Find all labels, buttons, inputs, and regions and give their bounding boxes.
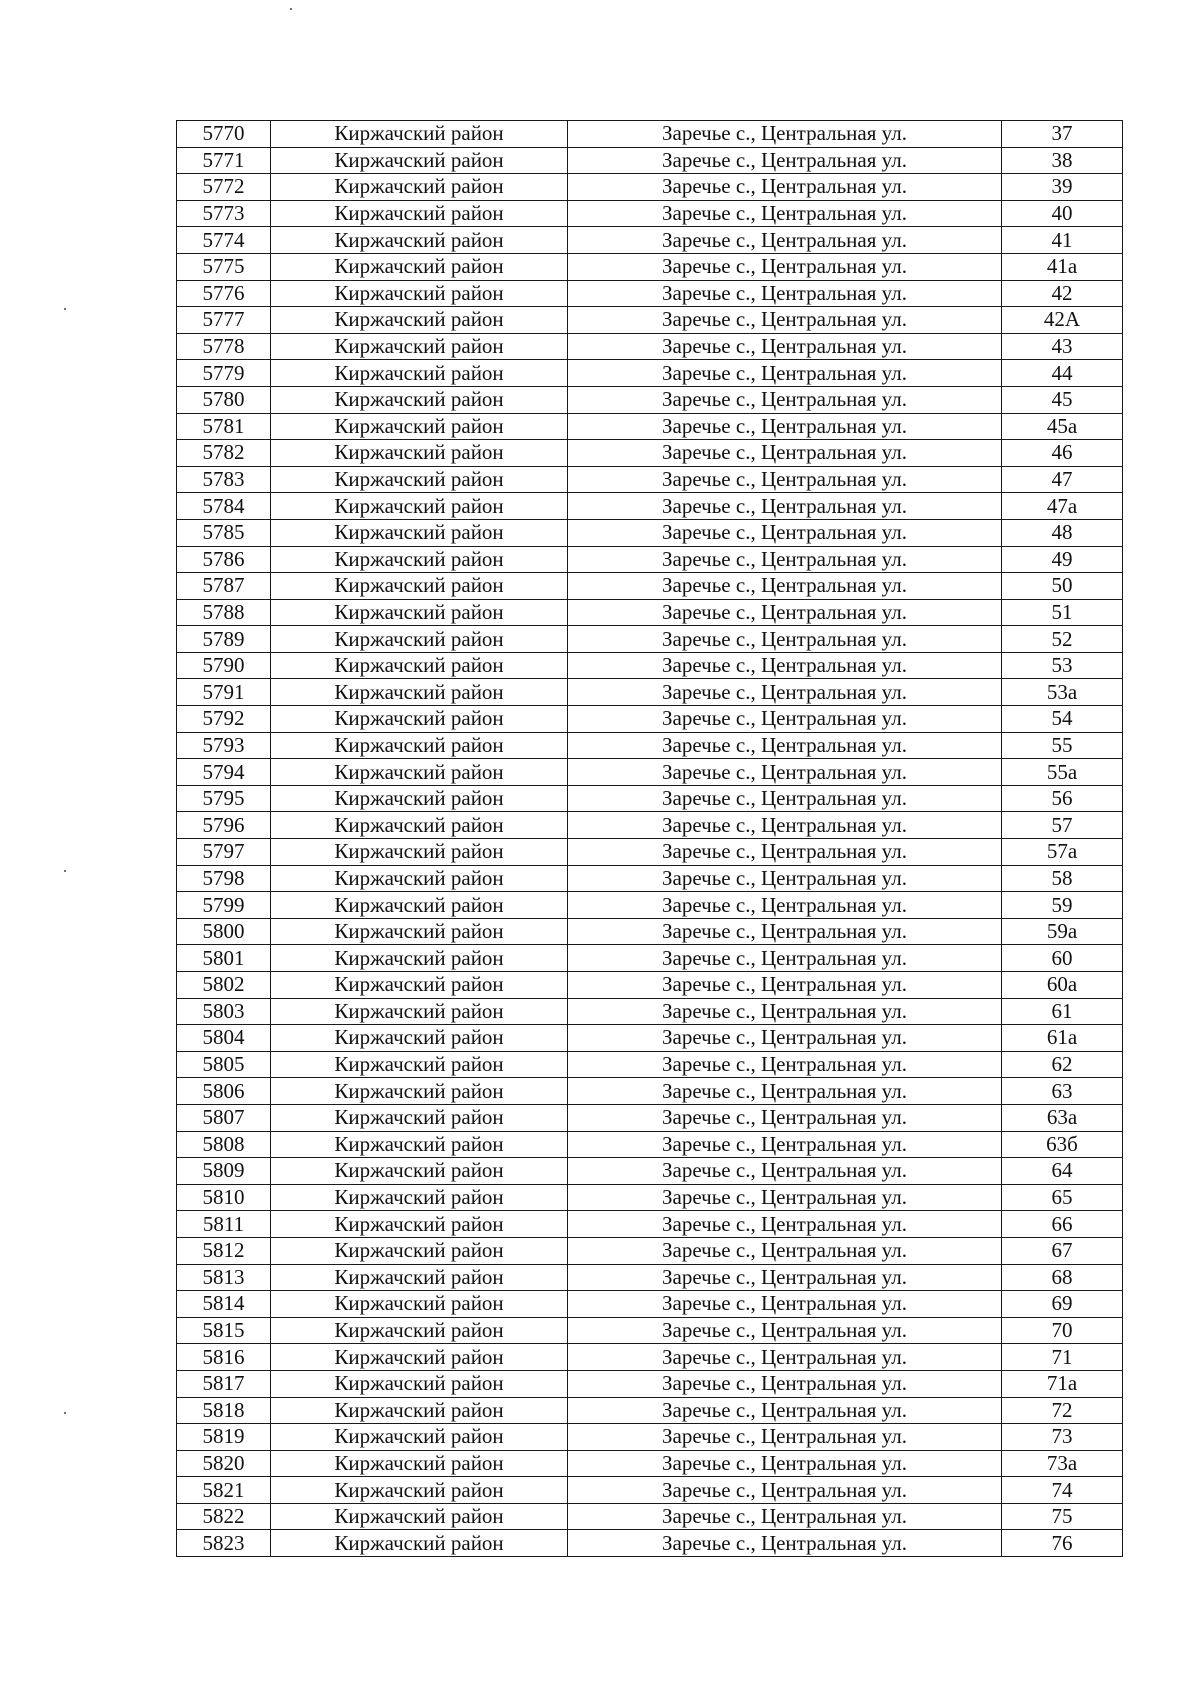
district-cell: Киржачский район bbox=[271, 679, 568, 706]
row-number-cell: 5816 bbox=[177, 1344, 271, 1371]
row-number-cell: 5771 bbox=[177, 147, 271, 174]
district-cell: Киржачский район bbox=[271, 865, 568, 892]
district-cell: Киржачский район bbox=[271, 253, 568, 280]
address-cell: Заречье с., Центральная ул. bbox=[568, 1184, 1002, 1211]
table-row bbox=[177, 1211, 1123, 1238]
row-number-cell: 5796 bbox=[177, 812, 271, 839]
row-number-cell: 5794 bbox=[177, 759, 271, 786]
address-cell: Заречье с., Центральная ул. bbox=[568, 812, 1002, 839]
row-number-cell: 5784 bbox=[177, 493, 271, 520]
address-cell: Заречье с., Центральная ул. bbox=[568, 998, 1002, 1025]
address-registry-table bbox=[176, 120, 1123, 1557]
table-row bbox=[177, 732, 1123, 759]
district-cell: Киржачский район bbox=[271, 200, 568, 227]
house-number-cell: 50 bbox=[1002, 573, 1123, 600]
house-number-cell: 63 bbox=[1002, 1078, 1123, 1105]
district-cell: Киржачский район bbox=[271, 1211, 568, 1238]
row-number-cell: 5798 bbox=[177, 865, 271, 892]
address-cell: Заречье с., Центральная ул. bbox=[568, 1477, 1002, 1504]
district-cell: Киржачский район bbox=[271, 1317, 568, 1344]
address-cell: Заречье с., Центральная ул. bbox=[568, 706, 1002, 733]
district-cell: Киржачский район bbox=[271, 174, 568, 201]
house-number-cell: 73а bbox=[1002, 1450, 1123, 1477]
row-number-cell: 5805 bbox=[177, 1051, 271, 1078]
district-cell: Киржачский район bbox=[271, 307, 568, 334]
row-number-cell: 5817 bbox=[177, 1370, 271, 1397]
house-number-cell: 41 bbox=[1002, 227, 1123, 254]
table-row bbox=[177, 812, 1123, 839]
table-row bbox=[177, 360, 1123, 387]
row-number-cell: 5815 bbox=[177, 1317, 271, 1344]
district-cell: Киржачский район bbox=[271, 1530, 568, 1557]
district-cell: Киржачский район bbox=[271, 1131, 568, 1158]
house-number-cell: 74 bbox=[1002, 1477, 1123, 1504]
table-row bbox=[177, 706, 1123, 733]
district-cell: Киржачский район bbox=[271, 839, 568, 866]
house-number-cell: 68 bbox=[1002, 1264, 1123, 1291]
row-number-cell: 5783 bbox=[177, 466, 271, 493]
scan-speck bbox=[64, 870, 66, 872]
table-row bbox=[177, 333, 1123, 360]
address-cell: Заречье с., Центральная ул. bbox=[568, 1503, 1002, 1530]
address-cell: Заречье с., Центральная ул. bbox=[568, 1291, 1002, 1318]
table-row bbox=[177, 945, 1123, 972]
house-number-cell: 65 bbox=[1002, 1184, 1123, 1211]
address-cell: Заречье с., Центральная ул. bbox=[568, 1530, 1002, 1557]
table-row bbox=[177, 972, 1123, 999]
table-row bbox=[177, 652, 1123, 679]
district-cell: Киржачский район bbox=[271, 892, 568, 919]
row-number-cell: 5770 bbox=[177, 121, 271, 148]
table-row bbox=[177, 307, 1123, 334]
row-number-cell: 5778 bbox=[177, 333, 271, 360]
row-number-cell: 5777 bbox=[177, 307, 271, 334]
district-cell: Киржачский район bbox=[271, 573, 568, 600]
address-cell: Заречье с., Центральная ул. bbox=[568, 493, 1002, 520]
address-cell: Заречье с., Центральная ул. bbox=[568, 360, 1002, 387]
district-cell: Киржачский район bbox=[271, 918, 568, 945]
district-cell: Киржачский район bbox=[271, 998, 568, 1025]
address-cell: Заречье с., Центральная ул. bbox=[568, 200, 1002, 227]
table-row bbox=[177, 1530, 1123, 1557]
address-cell: Заречье с., Центральная ул. bbox=[568, 972, 1002, 999]
address-cell: Заречье с., Центральная ул. bbox=[568, 599, 1002, 626]
address-cell: Заречье с., Центральная ул. bbox=[568, 440, 1002, 467]
address-cell: Заречье с., Центральная ул. bbox=[568, 1078, 1002, 1105]
row-number-cell: 5804 bbox=[177, 1025, 271, 1052]
address-cell: Заречье с., Центральная ул. bbox=[568, 546, 1002, 573]
house-number-cell: 66 bbox=[1002, 1211, 1123, 1238]
table-row bbox=[177, 227, 1123, 254]
table-row bbox=[177, 1078, 1123, 1105]
table-row bbox=[177, 519, 1123, 546]
district-cell: Киржачский район bbox=[271, 280, 568, 307]
district-cell: Киржачский район bbox=[271, 1264, 568, 1291]
house-number-cell: 64 bbox=[1002, 1158, 1123, 1185]
address-cell: Заречье с., Центральная ул. bbox=[568, 1025, 1002, 1052]
house-number-cell: 59 bbox=[1002, 892, 1123, 919]
address-cell: Заречье с., Центральная ул. bbox=[568, 732, 1002, 759]
house-number-cell: 75 bbox=[1002, 1503, 1123, 1530]
row-number-cell: 5811 bbox=[177, 1211, 271, 1238]
house-number-cell: 70 bbox=[1002, 1317, 1123, 1344]
scan-speck bbox=[290, 8, 292, 10]
house-number-cell: 60 bbox=[1002, 945, 1123, 972]
address-cell: Заречье с., Центральная ул. bbox=[568, 121, 1002, 148]
house-number-cell: 57а bbox=[1002, 839, 1123, 866]
address-cell: Заречье с., Центральная ул. bbox=[568, 1424, 1002, 1451]
table-row bbox=[177, 440, 1123, 467]
house-number-cell: 71а bbox=[1002, 1370, 1123, 1397]
district-cell: Киржачский район bbox=[271, 413, 568, 440]
house-number-cell: 69 bbox=[1002, 1291, 1123, 1318]
address-cell: Заречье с., Центральная ул. bbox=[568, 1158, 1002, 1185]
scan-speck bbox=[64, 1412, 66, 1414]
district-cell: Киржачский район bbox=[271, 1503, 568, 1530]
district-cell: Киржачский район bbox=[271, 386, 568, 413]
house-number-cell: 46 bbox=[1002, 440, 1123, 467]
house-number-cell: 47 bbox=[1002, 466, 1123, 493]
district-cell: Киржачский район bbox=[271, 1397, 568, 1424]
address-cell: Заречье с., Центральная ул. bbox=[568, 1317, 1002, 1344]
house-number-cell: 47а bbox=[1002, 493, 1123, 520]
house-number-cell: 63а bbox=[1002, 1104, 1123, 1131]
district-cell: Киржачский район bbox=[271, 945, 568, 972]
row-number-cell: 5813 bbox=[177, 1264, 271, 1291]
table-row bbox=[177, 546, 1123, 573]
row-number-cell: 5773 bbox=[177, 200, 271, 227]
district-cell: Киржачский район bbox=[271, 1184, 568, 1211]
row-number-cell: 5793 bbox=[177, 732, 271, 759]
district-cell: Киржачский район bbox=[271, 972, 568, 999]
table-row bbox=[177, 759, 1123, 786]
address-cell: Заречье с., Центральная ул. bbox=[568, 1051, 1002, 1078]
row-number-cell: 5801 bbox=[177, 945, 271, 972]
address-cell: Заречье с., Центральная ул. bbox=[568, 945, 1002, 972]
house-number-cell: 43 bbox=[1002, 333, 1123, 360]
table-row bbox=[177, 386, 1123, 413]
row-number-cell: 5792 bbox=[177, 706, 271, 733]
table-row bbox=[177, 785, 1123, 812]
district-cell: Киржачский район bbox=[271, 227, 568, 254]
district-cell: Киржачский район bbox=[271, 759, 568, 786]
row-number-cell: 5787 bbox=[177, 573, 271, 600]
house-number-cell: 42А bbox=[1002, 307, 1123, 334]
house-number-cell: 48 bbox=[1002, 519, 1123, 546]
district-cell: Киржачский район bbox=[271, 1078, 568, 1105]
district-cell: Киржачский район bbox=[271, 466, 568, 493]
house-number-cell: 71 bbox=[1002, 1344, 1123, 1371]
row-number-cell: 5799 bbox=[177, 892, 271, 919]
row-number-cell: 5786 bbox=[177, 546, 271, 573]
house-number-cell: 51 bbox=[1002, 599, 1123, 626]
house-number-cell: 63б bbox=[1002, 1131, 1123, 1158]
house-number-cell: 62 bbox=[1002, 1051, 1123, 1078]
address-cell: Заречье с., Центральная ул. bbox=[568, 652, 1002, 679]
table-row bbox=[177, 493, 1123, 520]
row-number-cell: 5819 bbox=[177, 1424, 271, 1451]
row-number-cell: 5821 bbox=[177, 1477, 271, 1504]
district-cell: Киржачский район bbox=[271, 1477, 568, 1504]
table-row bbox=[177, 466, 1123, 493]
district-cell: Киржачский район bbox=[271, 519, 568, 546]
address-cell: Заречье с., Центральная ул. bbox=[568, 626, 1002, 653]
address-cell: Заречье с., Центральная ул. bbox=[568, 253, 1002, 280]
table-row bbox=[177, 280, 1123, 307]
table-row bbox=[177, 679, 1123, 706]
house-number-cell: 40 bbox=[1002, 200, 1123, 227]
address-cell: Заречье с., Центральная ул. bbox=[568, 280, 1002, 307]
row-number-cell: 5800 bbox=[177, 918, 271, 945]
row-number-cell: 5790 bbox=[177, 652, 271, 679]
district-cell: Киржачский район bbox=[271, 1370, 568, 1397]
house-number-cell: 45а bbox=[1002, 413, 1123, 440]
table-row bbox=[177, 200, 1123, 227]
house-number-cell: 55 bbox=[1002, 732, 1123, 759]
house-number-cell: 37 bbox=[1002, 121, 1123, 148]
table-row bbox=[177, 626, 1123, 653]
scan-speck bbox=[64, 308, 66, 310]
address-cell: Заречье с., Центральная ул. bbox=[568, 573, 1002, 600]
district-cell: Киржачский район bbox=[271, 1104, 568, 1131]
district-cell: Киржачский район bbox=[271, 1051, 568, 1078]
table-row bbox=[177, 1264, 1123, 1291]
row-number-cell: 5820 bbox=[177, 1450, 271, 1477]
table-row bbox=[177, 174, 1123, 201]
table-row bbox=[177, 892, 1123, 919]
house-number-cell: 57 bbox=[1002, 812, 1123, 839]
district-cell: Киржачский район bbox=[271, 1424, 568, 1451]
row-number-cell: 5780 bbox=[177, 386, 271, 413]
house-number-cell: 53 bbox=[1002, 652, 1123, 679]
row-number-cell: 5802 bbox=[177, 972, 271, 999]
row-number-cell: 5791 bbox=[177, 679, 271, 706]
row-number-cell: 5774 bbox=[177, 227, 271, 254]
table-body bbox=[177, 121, 1123, 1557]
house-number-cell: 73 bbox=[1002, 1424, 1123, 1451]
row-number-cell: 5772 bbox=[177, 174, 271, 201]
row-number-cell: 5823 bbox=[177, 1530, 271, 1557]
table-row bbox=[177, 918, 1123, 945]
house-number-cell: 42 bbox=[1002, 280, 1123, 307]
house-number-cell: 44 bbox=[1002, 360, 1123, 387]
address-cell: Заречье с., Центральная ул. bbox=[568, 1211, 1002, 1238]
district-cell: Киржачский район bbox=[271, 147, 568, 174]
row-number-cell: 5788 bbox=[177, 599, 271, 626]
district-cell: Киржачский район bbox=[271, 333, 568, 360]
address-cell: Заречье с., Центральная ул. bbox=[568, 918, 1002, 945]
district-cell: Киржачский район bbox=[271, 1237, 568, 1264]
house-number-cell: 60а bbox=[1002, 972, 1123, 999]
house-number-cell: 52 bbox=[1002, 626, 1123, 653]
address-cell: Заречье с., Центральная ул. bbox=[568, 679, 1002, 706]
address-cell: Заречье с., Центральная ул. bbox=[568, 1344, 1002, 1371]
table-row bbox=[177, 839, 1123, 866]
house-number-cell: 38 bbox=[1002, 147, 1123, 174]
house-number-cell: 56 bbox=[1002, 785, 1123, 812]
table-row bbox=[177, 1025, 1123, 1052]
table-row bbox=[177, 1158, 1123, 1185]
district-cell: Киржачский район bbox=[271, 652, 568, 679]
row-number-cell: 5814 bbox=[177, 1291, 271, 1318]
house-number-cell: 67 bbox=[1002, 1237, 1123, 1264]
address-cell: Заречье с., Центральная ул. bbox=[568, 227, 1002, 254]
address-cell: Заречье с., Центральная ул. bbox=[568, 1131, 1002, 1158]
address-cell: Заречье с., Центральная ул. bbox=[568, 1370, 1002, 1397]
house-number-cell: 41а bbox=[1002, 253, 1123, 280]
table-row bbox=[177, 1477, 1123, 1504]
table-row bbox=[177, 865, 1123, 892]
address-cell: Заречье с., Центральная ул. bbox=[568, 519, 1002, 546]
district-cell: Киржачский район bbox=[271, 546, 568, 573]
row-number-cell: 5808 bbox=[177, 1131, 271, 1158]
address-cell: Заречье с., Центральная ул. bbox=[568, 892, 1002, 919]
address-cell: Заречье с., Центральная ул. bbox=[568, 147, 1002, 174]
district-cell: Киржачский район bbox=[271, 1158, 568, 1185]
address-cell: Заречье с., Центральная ул. bbox=[568, 1264, 1002, 1291]
district-cell: Киржачский район bbox=[271, 626, 568, 653]
district-cell: Киржачский район bbox=[271, 440, 568, 467]
district-cell: Киржачский район bbox=[271, 706, 568, 733]
address-cell: Заречье с., Центральная ул. bbox=[568, 785, 1002, 812]
row-number-cell: 5807 bbox=[177, 1104, 271, 1131]
district-cell: Киржачский район bbox=[271, 1450, 568, 1477]
district-cell: Киржачский район bbox=[271, 360, 568, 387]
row-number-cell: 5822 bbox=[177, 1503, 271, 1530]
row-number-cell: 5795 bbox=[177, 785, 271, 812]
district-cell: Киржачский район bbox=[271, 493, 568, 520]
house-number-cell: 76 bbox=[1002, 1530, 1123, 1557]
row-number-cell: 5776 bbox=[177, 280, 271, 307]
table-row bbox=[177, 1503, 1123, 1530]
table-row bbox=[177, 573, 1123, 600]
house-number-cell: 61 bbox=[1002, 998, 1123, 1025]
table-row bbox=[177, 147, 1123, 174]
table-row bbox=[177, 1397, 1123, 1424]
table-row bbox=[177, 121, 1123, 148]
table-row bbox=[177, 1370, 1123, 1397]
row-number-cell: 5779 bbox=[177, 360, 271, 387]
table-row bbox=[177, 253, 1123, 280]
table-row bbox=[177, 1317, 1123, 1344]
district-cell: Киржачский район bbox=[271, 1025, 568, 1052]
house-number-cell: 53а bbox=[1002, 679, 1123, 706]
district-cell: Киржачский район bbox=[271, 785, 568, 812]
row-number-cell: 5806 bbox=[177, 1078, 271, 1105]
row-number-cell: 5785 bbox=[177, 519, 271, 546]
table-row bbox=[177, 1291, 1123, 1318]
address-cell: Заречье с., Центральная ул. bbox=[568, 413, 1002, 440]
row-number-cell: 5809 bbox=[177, 1158, 271, 1185]
address-cell: Заречье с., Центральная ул. bbox=[568, 839, 1002, 866]
table-row bbox=[177, 1051, 1123, 1078]
row-number-cell: 5782 bbox=[177, 440, 271, 467]
table-row bbox=[177, 998, 1123, 1025]
house-number-cell: 72 bbox=[1002, 1397, 1123, 1424]
district-cell: Киржачский район bbox=[271, 1291, 568, 1318]
table-row bbox=[177, 413, 1123, 440]
house-number-cell: 61а bbox=[1002, 1025, 1123, 1052]
house-number-cell: 45 bbox=[1002, 386, 1123, 413]
table-row bbox=[177, 1344, 1123, 1371]
row-number-cell: 5775 bbox=[177, 253, 271, 280]
address-cell: Заречье с., Центральная ул. bbox=[568, 1237, 1002, 1264]
row-number-cell: 5810 bbox=[177, 1184, 271, 1211]
house-number-cell: 54 bbox=[1002, 706, 1123, 733]
table-row bbox=[177, 599, 1123, 626]
address-cell: Заречье с., Центральная ул. bbox=[568, 865, 1002, 892]
district-cell: Киржачский район bbox=[271, 121, 568, 148]
district-cell: Киржачский район bbox=[271, 732, 568, 759]
address-cell: Заречье с., Центральная ул. bbox=[568, 386, 1002, 413]
house-number-cell: 58 bbox=[1002, 865, 1123, 892]
row-number-cell: 5818 bbox=[177, 1397, 271, 1424]
table-row bbox=[177, 1424, 1123, 1451]
row-number-cell: 5781 bbox=[177, 413, 271, 440]
address-cell: Заречье с., Центральная ул. bbox=[568, 759, 1002, 786]
house-number-cell: 55а bbox=[1002, 759, 1123, 786]
address-cell: Заречье с., Центральная ул. bbox=[568, 1450, 1002, 1477]
row-number-cell: 5789 bbox=[177, 626, 271, 653]
address-cell: Заречье с., Центральная ул. bbox=[568, 333, 1002, 360]
row-number-cell: 5803 bbox=[177, 998, 271, 1025]
address-cell: Заречье с., Центральная ул. bbox=[568, 466, 1002, 493]
house-number-cell: 49 bbox=[1002, 546, 1123, 573]
table-row bbox=[177, 1184, 1123, 1211]
district-cell: Киржачский район bbox=[271, 812, 568, 839]
row-number-cell: 5797 bbox=[177, 839, 271, 866]
district-cell: Киржачский район bbox=[271, 599, 568, 626]
row-number-cell: 5812 bbox=[177, 1237, 271, 1264]
address-cell: Заречье с., Центральная ул. bbox=[568, 1104, 1002, 1131]
table-row bbox=[177, 1104, 1123, 1131]
table-row bbox=[177, 1131, 1123, 1158]
address-cell: Заречье с., Центральная ул. bbox=[568, 174, 1002, 201]
table-row bbox=[177, 1237, 1123, 1264]
table-row bbox=[177, 1450, 1123, 1477]
district-cell: Киржачский район bbox=[271, 1344, 568, 1371]
address-cell: Заречье с., Центральная ул. bbox=[568, 1397, 1002, 1424]
house-number-cell: 59а bbox=[1002, 918, 1123, 945]
house-number-cell: 39 bbox=[1002, 174, 1123, 201]
address-cell: Заречье с., Центральная ул. bbox=[568, 307, 1002, 334]
